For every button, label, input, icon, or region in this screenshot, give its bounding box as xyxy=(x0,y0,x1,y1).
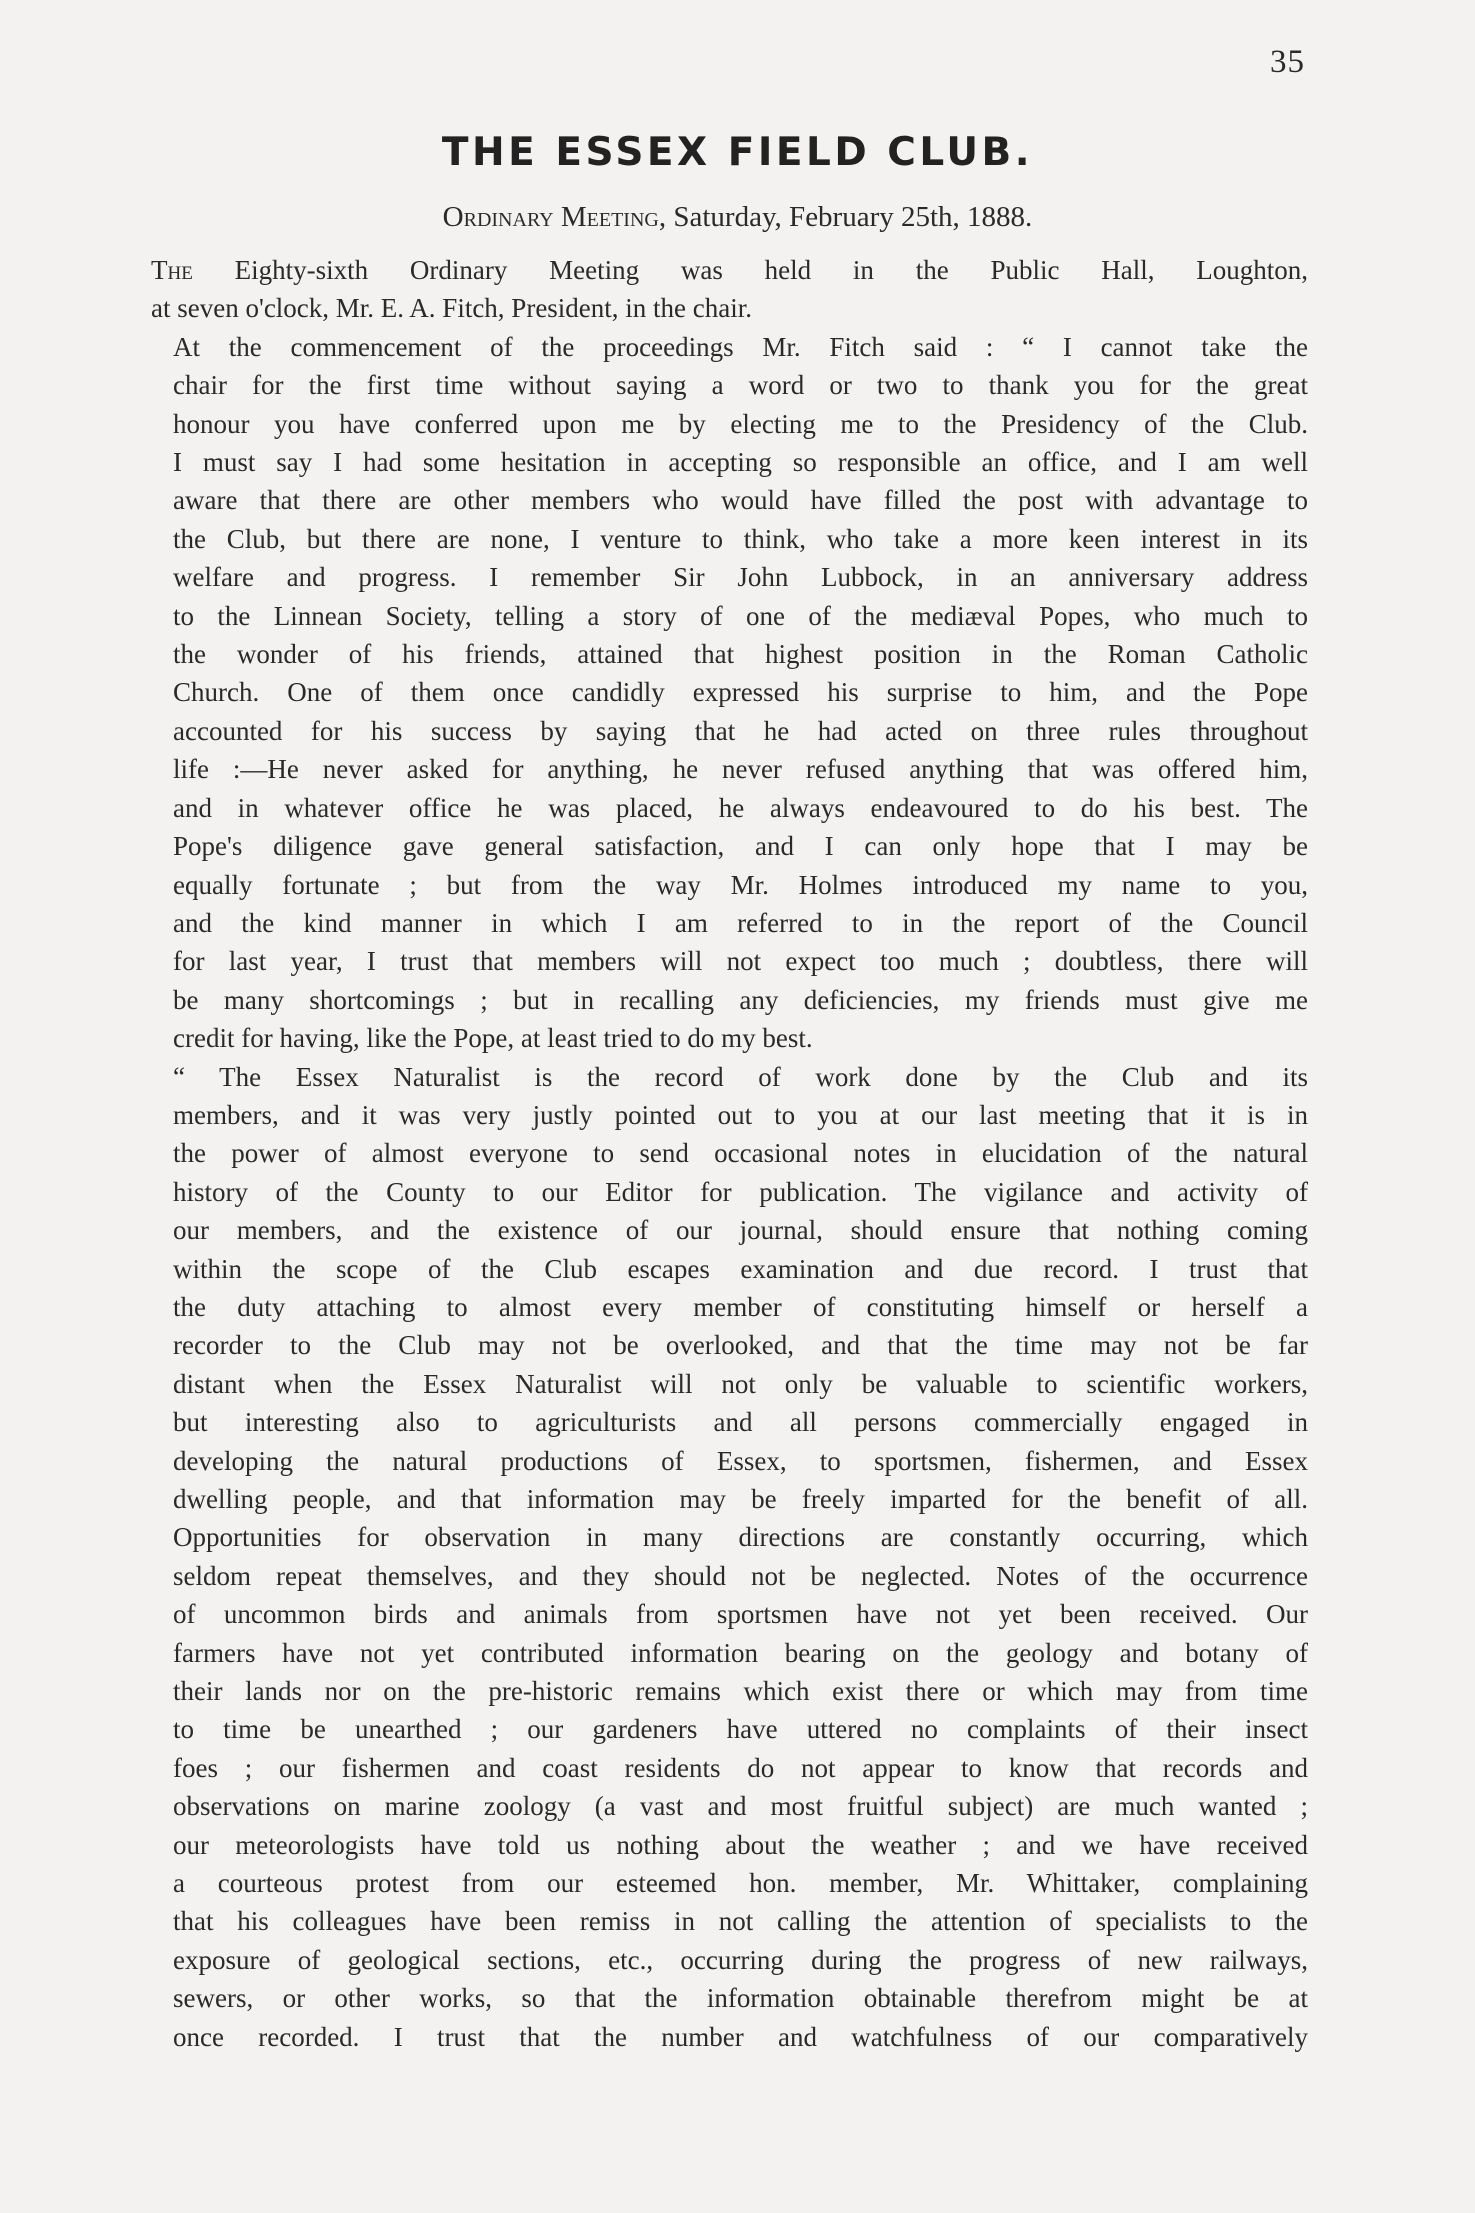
paragraph-line: foes ; our fishermen and coast residents do not appear to know that records and xyxy=(173,1752,1308,1783)
paragraph-line: members, and it was very justly pointed out to you at our last meeting that it is in xyxy=(173,1099,1308,1130)
paragraph-line: distant when the Essex Naturalist will not only be valuable to scientific workers, xyxy=(173,1368,1308,1399)
paragraph-line: their lands nor on the pre-historic remains which exist there or which may from time xyxy=(173,1676,1308,1707)
paragraph-line: chair for the first time without saying a word or two to thank you for the great xyxy=(173,370,1308,401)
paragraph-line: Church. One of them once candidly expressed his surprise to him, and the Pope xyxy=(173,677,1308,708)
paragraph-line: the power of almost everyone to send occasional notes in elucidation of the natural xyxy=(173,1138,1308,1169)
paragraph-line: the duty attaching to almost every member of constituting himself or herself a xyxy=(173,1291,1308,1322)
paragraph-line: our meteorologists have told us nothing about the weather ; and we have received xyxy=(173,1829,1308,1860)
line-text: Eighty-sixth Ordinary Meeting was held in the Public Hall, Loughton, xyxy=(192,255,1308,285)
paragraph-line: at seven o'clock, Mr. E. A. Fitch, President, in the chair. xyxy=(151,293,753,324)
paragraph-line: that his colleagues have been remiss in not calling the attention of specialists to the xyxy=(173,1906,1308,1937)
paragraph-line: but interesting also to agriculturists and all persons commercially engaged in xyxy=(173,1407,1308,1438)
paragraph-line: and in whatever office he was placed, he always endeavoured to do his best. The xyxy=(173,792,1308,823)
paragraph-line: sewers, or other works, so that the information obtainable therefrom might be at xyxy=(173,1983,1308,2014)
paragraph-line: Pope's diligence gave general satisfaction, and I can only hope that I may be xyxy=(173,831,1308,862)
paragraph-line: the wonder of his friends, attained that highest position in the Roman Catholic xyxy=(173,639,1308,670)
paragraph-line: aware that there are other members who would have filled the post with advantage to xyxy=(173,485,1308,516)
paragraph-line: equally fortunate ; but from the way Mr. Holmes introduced my name to you, xyxy=(173,869,1308,900)
meeting-label: Ordinary Meeting, xyxy=(442,201,667,233)
paragraph-line: to time be unearthed ; our gardeners have uttered no complaints of their insect xyxy=(173,1714,1308,1745)
paragraph-line: observations on marine zoology (a vast and most fruitful subject) are much wanted ; xyxy=(173,1791,1308,1822)
paragraph-line: life :—He never asked for anything, he never refused anything that was offered him, xyxy=(173,754,1308,785)
paragraph-line: recorder to the Club may not be overlooked, and that the time may not be far xyxy=(173,1330,1308,1361)
paragraph-line: our members, and the existence of our journal, should ensure that nothing coming xyxy=(173,1215,1308,1246)
paragraph-line: once recorded. I trust that the number and watchfulness of our comparatively xyxy=(173,2021,1308,2052)
paragraph-line: history of the County to our Editor for publication. The vigilance and activity of xyxy=(173,1176,1308,1207)
paragraph-line xyxy=(151,251,1308,289)
article-body xyxy=(151,251,1308,2056)
paragraph-line: to the Linnean Society, telling a story of one of the mediæval Popes, who much to xyxy=(173,600,1308,631)
page-title: THE ESSEX FIELD CLUB. xyxy=(441,130,1034,175)
paragraph-line: welfare and progress. I remember Sir John Lubbock, in an anniversary address xyxy=(173,562,1308,593)
paragraph-line: the Club, but there are none, I venture to think, who take a more keen interest in its xyxy=(173,523,1308,554)
paragraph-line: farmers have not yet contributed information bearing on the geology and botany of xyxy=(173,1637,1308,1668)
paragraph-line: accounted for his success by saying that he had acted on three rules throughout xyxy=(173,715,1308,746)
meeting-heading xyxy=(0,201,1475,234)
paragraph-presidential-remarks xyxy=(151,328,1308,1058)
paragraph-line: Opportunities for observation in many directions are constantly occurring, which xyxy=(173,1522,1308,1553)
paragraph-line: of uncommon birds and animals from sportsmen have not yet been received. Our xyxy=(173,1599,1308,1630)
opening-lead-word: The xyxy=(151,255,193,285)
paragraph-line: within the scope of the Club escapes examination and due record. I trust that xyxy=(173,1253,1308,1284)
paragraph-line: and the kind manner in which I am referred to in the report of the Council xyxy=(173,907,1308,938)
paragraph-line: a courteous protest from our esteemed hon. member, Mr. Whittaker, complaining xyxy=(173,1868,1308,1899)
paragraph-line: At the commencement of the proceedings Mr. Fitch said : “ I cannot take the xyxy=(173,331,1308,362)
paragraph-essex-naturalist xyxy=(151,1058,1308,2057)
paragraph-line: exposure of geological sections, etc., occurring during the progress of new railways, xyxy=(173,1944,1308,1975)
paragraph-line: be many shortcomings ; but in recalling any deficiencies, my friends must give me xyxy=(173,984,1308,1015)
paragraph-opening xyxy=(151,251,1308,328)
page-number: 35 xyxy=(1270,44,1305,80)
paragraph-line: honour you have conferred upon me by electing me to the Presidency of the Club. xyxy=(173,408,1308,439)
paragraph-line: dwelling people, and that information may be freely imparted for the benefit of all. xyxy=(173,1484,1308,1514)
paragraph-line: “ The Essex Naturalist is the record of work done by the Club and its xyxy=(173,1061,1308,1092)
paragraph-line: credit for having, like the Pope, at least tried to do my best. xyxy=(173,1023,813,1054)
paragraph-line: seldom repeat themselves, and they should not be neglected. Notes of the occurrence xyxy=(173,1560,1308,1591)
paragraph-line: I must say I had some hesitation in accepting so responsible an office, and I am well xyxy=(173,447,1308,478)
paragraph-line: for last year, I trust that members will not expect too much ; doubtless, there will xyxy=(173,946,1308,977)
paragraph-line: developing the natural productions of Essex, to sportsmen, fishermen, and Essex xyxy=(173,1445,1308,1476)
meeting-date: Saturday, February 25th, 1888. xyxy=(673,201,1033,233)
